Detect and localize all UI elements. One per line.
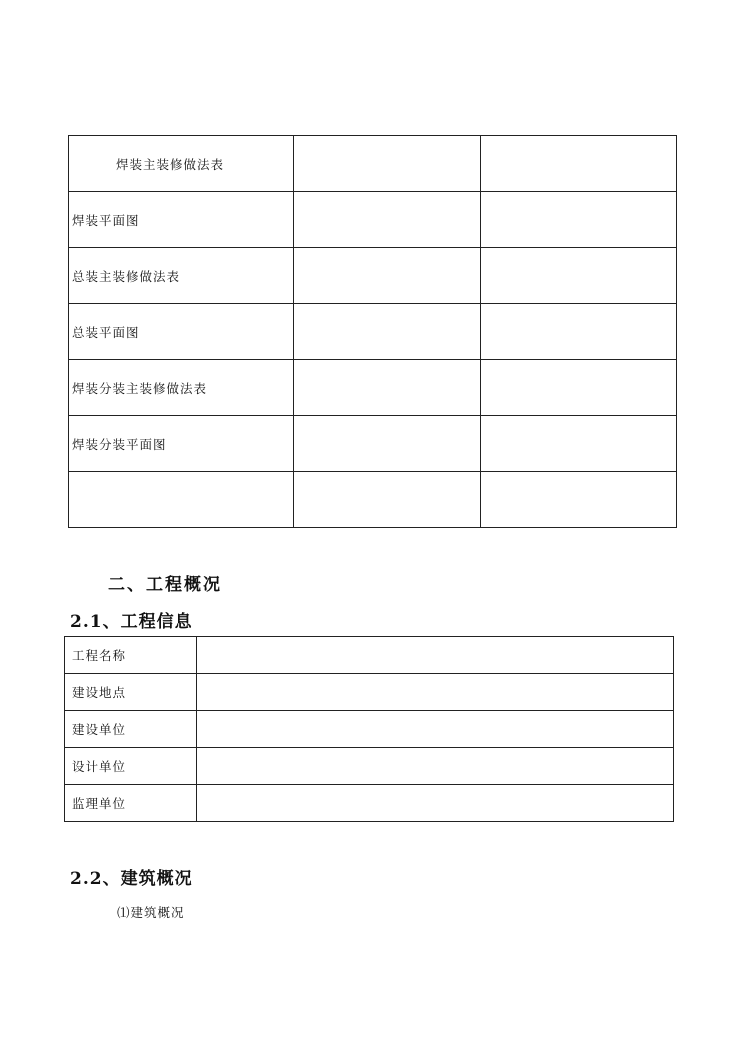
info-value xyxy=(197,785,674,822)
table-row xyxy=(65,748,674,785)
subsection-heading: 2.1、工程信息 xyxy=(70,612,193,632)
section-heading: 二、工程概况 xyxy=(108,575,222,595)
info-value xyxy=(197,711,674,748)
info-label: 设计单位 xyxy=(65,748,197,785)
info-value xyxy=(197,674,674,711)
drawing-name-cell: 焊装分装平面图 xyxy=(69,416,294,472)
table-cell xyxy=(481,248,677,304)
table-row xyxy=(69,360,677,416)
table-cell xyxy=(481,192,677,248)
drawing-name-cell: 焊装分装主装修做法表 xyxy=(69,360,294,416)
table-cell xyxy=(481,304,677,360)
table-row xyxy=(69,136,677,192)
table-row xyxy=(69,248,677,304)
table-row xyxy=(65,711,674,748)
drawing-name-cell: 总装主装修做法表 xyxy=(69,248,294,304)
info-label: 监理单位 xyxy=(65,785,197,822)
info-label: 建设地点 xyxy=(65,674,197,711)
info-value xyxy=(197,637,674,674)
paragraph-subheading: ⑴建筑概况 xyxy=(117,905,185,920)
subsection-heading: 2.2、建筑概况 xyxy=(70,869,193,889)
table-cell xyxy=(294,304,481,360)
drawing-name-cell xyxy=(69,472,294,528)
table-cell xyxy=(481,360,677,416)
table-cell xyxy=(294,192,481,248)
table-cell xyxy=(294,416,481,472)
info-label: 工程名称 xyxy=(65,637,197,674)
info-label: 建设单位 xyxy=(65,711,197,748)
table-row xyxy=(65,637,674,674)
table-cell xyxy=(294,136,481,192)
drawing-name-cell: 焊装平面图 xyxy=(69,192,294,248)
table-row xyxy=(69,192,677,248)
table-cell xyxy=(294,472,481,528)
drawing-name-cell: 总装平面图 xyxy=(69,304,294,360)
table-cell xyxy=(481,416,677,472)
table-cell xyxy=(294,360,481,416)
table-row xyxy=(69,304,677,360)
table-cell xyxy=(294,248,481,304)
project-info-table xyxy=(64,636,674,822)
table-cell xyxy=(481,472,677,528)
drawing-name-cell: 焊装主装修做法表 xyxy=(69,136,294,192)
table-row xyxy=(69,472,677,528)
table-row xyxy=(69,416,677,472)
drawings-table xyxy=(68,135,677,528)
table-cell xyxy=(481,136,677,192)
table-row xyxy=(65,674,674,711)
info-value xyxy=(197,748,674,785)
table-row xyxy=(65,785,674,822)
